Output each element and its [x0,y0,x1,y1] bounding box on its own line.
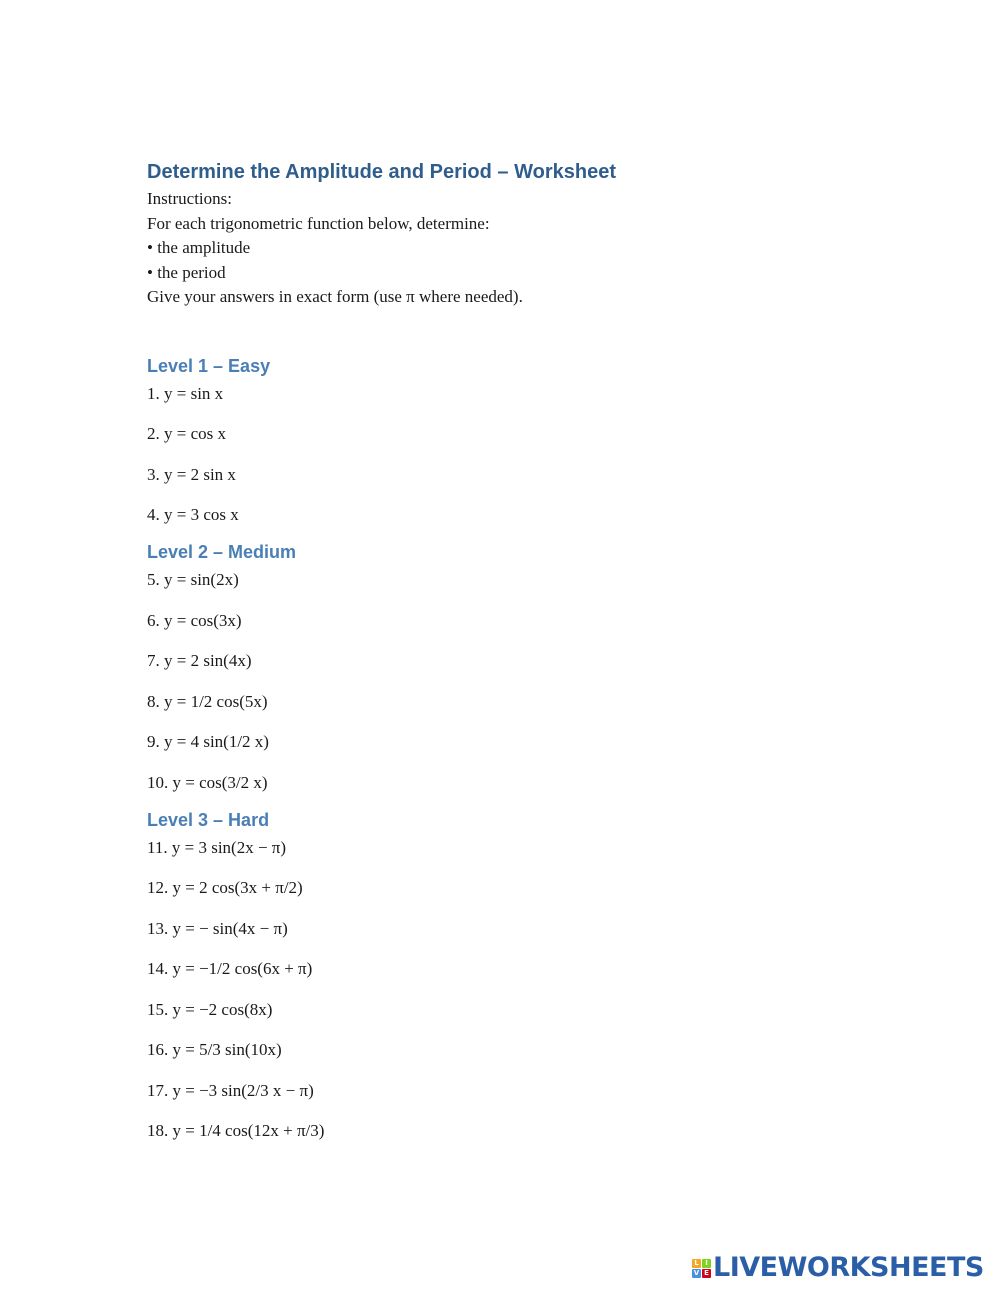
worksheet [147,158,907,1143]
problem-10: 10. y = cos(3/2 x) [147,772,268,792]
problem-list [147,382,907,528]
problem-4: 4. y = 3 cos x [147,505,239,524]
page-title: Determine the Amplitude and Period – Worksheet [147,161,616,183]
problem-8: 8. y = 1/2 cos(5x) [147,691,268,711]
instructions-note: Give your answers in exact form (use π where needed). [147,287,523,306]
problem-list [147,836,907,1144]
instructions-label: Instructions: [147,189,232,208]
logo-mark-cell: L [692,1259,701,1268]
liveworksheets-logo [692,1253,984,1283]
problem-15: 15. y = −2 cos(8x) [147,999,273,1019]
logo-mark-cell: V [693,1268,700,1277]
problem-2: 2. y = cos x [147,424,226,443]
problem-9: 9. y = 4 sin(1/2 x) [147,732,269,751]
level-heading: Level 3 – Hard [147,809,270,830]
instructions-bullet-period: • the period [147,262,226,282]
level-1-section [147,353,907,528]
level-heading: Level 2 – Medium [147,542,297,562]
problem-11: 11. y = 3 sin(2x − π) [147,837,287,857]
logo-text: LIVEWORKSHEETS [713,1252,984,1283]
problem-14: 14. y = −1/2 cos(6x + π) [147,959,313,978]
level-3-section [147,807,907,1144]
problem-6: 6. y = cos(3x) [147,610,242,630]
logo-mark-icon [692,1259,711,1278]
logo-mark-cell: E [702,1269,711,1278]
level-2-section [147,539,907,795]
instructions [147,187,907,310]
problem-1: 1. y = sin x [147,383,224,403]
problem-18: 18. y = 1/4 cos(12x + π/3) [147,1121,325,1140]
problem-13: 13. y = − sin(4x − π) [147,918,288,938]
problem-list [147,568,907,795]
problem-16: 16. y = 5/3 sin(10x) [147,1040,282,1059]
logo-mark-cell: I [702,1259,711,1268]
problem-17: 17. y = −3 sin(2/3 x − π) [147,1080,314,1100]
problem-7: 7. y = 2 sin(4x) [147,651,252,670]
instructions-bullet-amplitude: • the amplitude [147,238,251,257]
level-heading: Level 1 – Easy [147,355,271,376]
instructions-text: For each trigonometric function below, determine: [147,213,490,233]
problem-3: 3. y = 2 sin x [147,464,236,484]
problem-12: 12. y = 2 cos(3x + π/2) [147,878,303,897]
problem-5: 5. y = sin(2x) [147,570,239,589]
